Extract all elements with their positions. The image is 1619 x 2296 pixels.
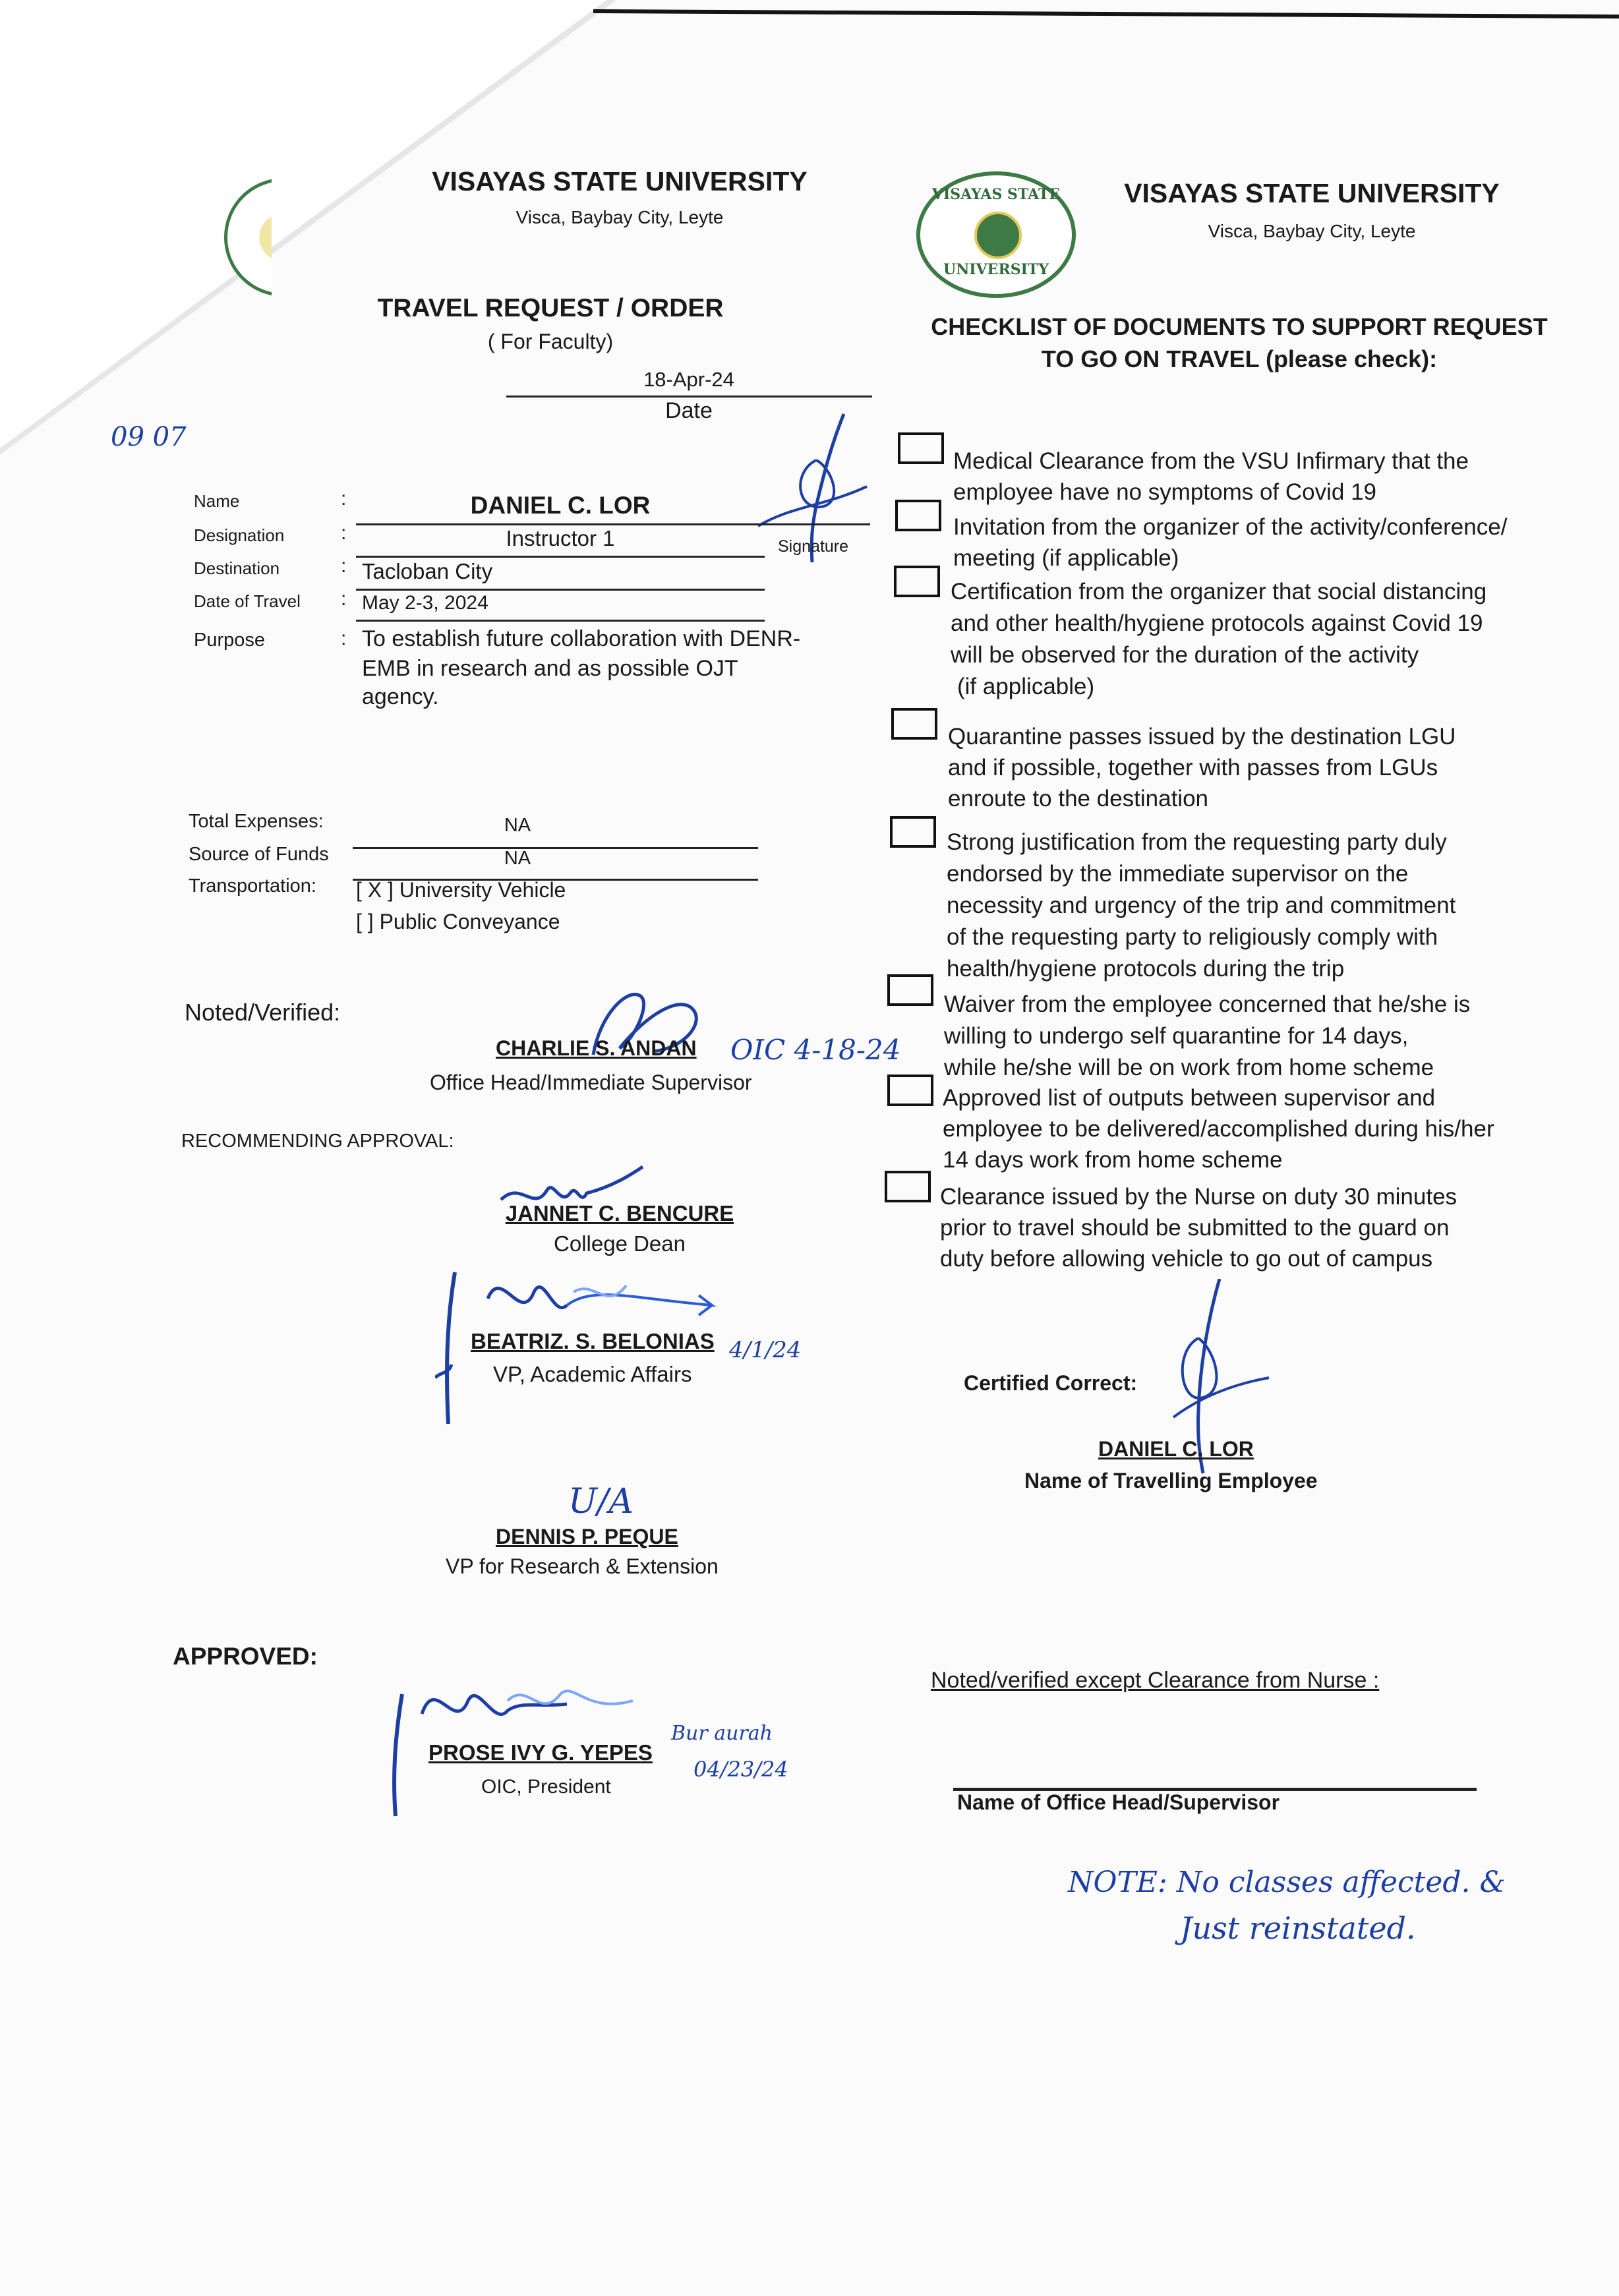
checklist-item-medical-clearance: [953, 446, 1469, 508]
colon: :: [341, 555, 347, 577]
checklist-item-invitation: [953, 512, 1507, 574]
label-purpose: Purpose: [194, 630, 266, 651]
designation-value: Instructor 1: [506, 526, 615, 550]
handwritten-note-line-2: Just reinstated.: [1180, 1910, 1416, 1946]
checklist-line: Certification from the organizer that social distancing: [951, 579, 1487, 604]
source-of-funds-value: NA: [504, 848, 531, 869]
top-page-edge: [593, 9, 1619, 18]
checklist-line: prior to travel should be submitted to the guard on: [940, 1215, 1450, 1241]
university-seal: [916, 171, 1076, 298]
certified-name: DANIEL C. LOR: [1098, 1437, 1254, 1461]
checkbox-certification[interactable]: [894, 566, 940, 597]
checklist-line: while he/she will be on work from home scheme: [944, 1055, 1434, 1080]
label-source-of-funds: Source of Funds: [189, 844, 329, 865]
vpaa-name: BEATRIZ. S. BELONIAS: [471, 1329, 715, 1353]
transport-university-vehicle: [ X ] University Vehicle: [356, 878, 566, 902]
label-name: Name: [194, 491, 240, 511]
vpaa-initial-handwritten: 4/1/24: [729, 1337, 802, 1363]
noted-except-nurse: Noted/verified except Clearance from Nurse :: [931, 1668, 1380, 1693]
checkbox-quarantine-passes[interactable]: [891, 708, 937, 740]
purpose-line-3: agency.: [362, 684, 439, 709]
certified-correct-label: Certified Correct:: [964, 1371, 1138, 1395]
date-line: [506, 396, 872, 397]
seal-top-text: VISAYAS STATE: [931, 186, 1061, 203]
destination-value: Tacloban City: [362, 559, 493, 583]
date-of-travel-line: [356, 620, 765, 622]
noted-by-title: Office Head/Immediate Supervisor: [430, 1071, 752, 1094]
colon: :: [341, 488, 347, 510]
checklist-line: meeting (if applicable): [953, 545, 1179, 571]
colon: :: [341, 522, 347, 544]
certified-title: Name of Travelling Employee: [1024, 1469, 1318, 1492]
right-university-name: VISAYAS STATE UNIVERSITY: [1124, 178, 1500, 208]
checklist-line: Invitation from the organizer of the activity/conference/: [953, 514, 1508, 540]
checklist-item-nurse-clearance: [940, 1181, 1457, 1274]
president-name: PROSE IVY G. YEPES: [428, 1740, 653, 1765]
left-university-name: VISAYAS STATE UNIVERSITY: [432, 166, 808, 196]
colon: :: [341, 628, 347, 649]
vpaa-title: VP, Academic Affairs: [493, 1362, 692, 1386]
dean-title: College Dean: [554, 1231, 686, 1256]
date-label: Date: [665, 398, 713, 423]
transport-public-conveyance: [ ] Public Conveyance: [356, 910, 560, 933]
label-designation: Designation: [194, 525, 285, 545]
total-expenses-value: NA: [504, 815, 531, 836]
right-university-address: Visca, Baybay City, Leyte: [1208, 221, 1416, 241]
checklist-title-2: TO GO ON TRAVEL (please check):: [1041, 345, 1438, 372]
checkbox-invitation[interactable]: [895, 500, 941, 531]
checklist-item-certification: [951, 576, 1487, 703]
handwritten-note-line-1: NOTE: No classes affected. &: [1068, 1866, 1506, 1899]
checklist-item-quarantine-passes: [948, 721, 1456, 814]
checklist-line: enroute to the destination: [948, 786, 1209, 811]
checklist-line: Approved list of outputs between supervisor and: [943, 1085, 1436, 1111]
form-title: TRAVEL REQUEST / ORDER: [377, 294, 724, 322]
purpose-line-1: To establish future collaboration with DENR-: [362, 626, 801, 651]
colon: :: [341, 588, 347, 610]
president-title: OIC, President: [481, 1776, 611, 1798]
traveler-name: DANIEL C. LOR: [470, 492, 651, 519]
checklist-line: necessity and urgency of the trip and commitment: [947, 893, 1456, 918]
label-total-expenses: Total Expenses:: [189, 811, 324, 832]
checklist-line: Clearance issued by the Nurse on duty 30 minutes: [940, 1184, 1457, 1210]
label-transportation: Transportation:: [189, 875, 316, 897]
checklist-line: and if possible, together with passes from LGUs: [948, 755, 1438, 780]
checklist-line: of the requesting party to religiously comply with: [947, 924, 1438, 950]
checkbox-waiver[interactable]: [887, 974, 933, 1006]
vpre-initial-handwritten: U/A: [568, 1482, 633, 1521]
name-line: [356, 523, 870, 525]
seal-emblem: [974, 212, 1022, 259]
checklist-line: employee to be delivered/accomplished during his/her: [943, 1116, 1494, 1142]
checkbox-approved-outputs[interactable]: [887, 1074, 933, 1106]
checklist-line: 14 days work from home scheme: [943, 1147, 1283, 1173]
checklist-line: will be observed for the duration of the activity: [951, 642, 1419, 668]
checklist-line: employee have no symptoms of Covid 19: [953, 479, 1376, 505]
oic-date-handwritten: OIC 4-18-24: [730, 1034, 901, 1066]
noted-verified-label: Noted/Verified:: [185, 999, 341, 1026]
checklist-line: health/hygiene protocols during the trip: [947, 956, 1345, 982]
checklist-line: Waiver from the employee concerned that he/she is: [944, 991, 1471, 1017]
purpose-line-2: EMB in research and as possible OJT: [362, 656, 738, 681]
seal-bottom-text: UNIVERSITY: [943, 261, 1049, 278]
label-date-of-travel: Date of Travel: [194, 591, 301, 611]
approved-label: APPROVED:: [173, 1643, 318, 1670]
vpre-name: DENNIS P. PEQUE: [496, 1525, 678, 1548]
left-university-address: Visca, Baybay City, Leyte: [515, 207, 724, 227]
recommending-approval-label: RECOMMENDING APPROVAL:: [181, 1131, 454, 1152]
label-destination: Destination: [194, 558, 280, 578]
vpre-title: VP for Research & Extension: [446, 1554, 719, 1578]
checklist-line: duty before allowing vehicle to go out of campus: [940, 1246, 1433, 1272]
checklist-line: willing to undergo self quarantine for 14 days,: [944, 1023, 1409, 1049]
checklist-line: (if applicable): [957, 674, 1095, 699]
checklist-item-strong-justification: [947, 827, 1456, 985]
margin-code: 09 07: [111, 422, 187, 452]
president-note-1: Bur aurah: [671, 1722, 773, 1745]
dean-name: JANNET C. BENCURE: [505, 1201, 734, 1225]
checklist-item-approved-outputs: [943, 1082, 1494, 1175]
checkbox-nurse-clearance[interactable]: [885, 1171, 931, 1202]
checklist-line: endorsed by the immediate supervisor on the: [947, 861, 1409, 887]
request-date: 18-Apr-24: [643, 368, 734, 391]
signature-label: Signature: [778, 537, 849, 556]
president-note-2: 04/23/24: [693, 1757, 788, 1782]
date-of-travel-value: May 2-3, 2024: [362, 592, 488, 614]
checklist-line: Strong justification from the requesting party duly: [947, 829, 1447, 855]
checkbox-medical-clearance[interactable]: [898, 432, 944, 464]
designation-line: [356, 556, 765, 558]
noted-by-name: CHARLIE S. ANDAN: [496, 1036, 697, 1060]
checklist-item-waiver: [944, 989, 1470, 1084]
checklist-line: Medical Clearance from the VSU Infirmary that the: [953, 448, 1469, 474]
destination-line: [356, 589, 765, 591]
checklist-title-1: CHECKLIST OF DOCUMENTS TO SUPPORT REQUEST: [931, 313, 1548, 340]
form-subtitle: ( For Faculty): [487, 330, 614, 353]
checklist-line: and other health/hygiene protocols against Covid 19: [951, 610, 1483, 636]
office-head-label: Name of Office Head/Supervisor: [957, 1790, 1280, 1814]
checklist-line: Quarantine passes issued by the destination LGU: [948, 724, 1456, 750]
checkbox-strong-justification[interactable]: [890, 816, 936, 848]
